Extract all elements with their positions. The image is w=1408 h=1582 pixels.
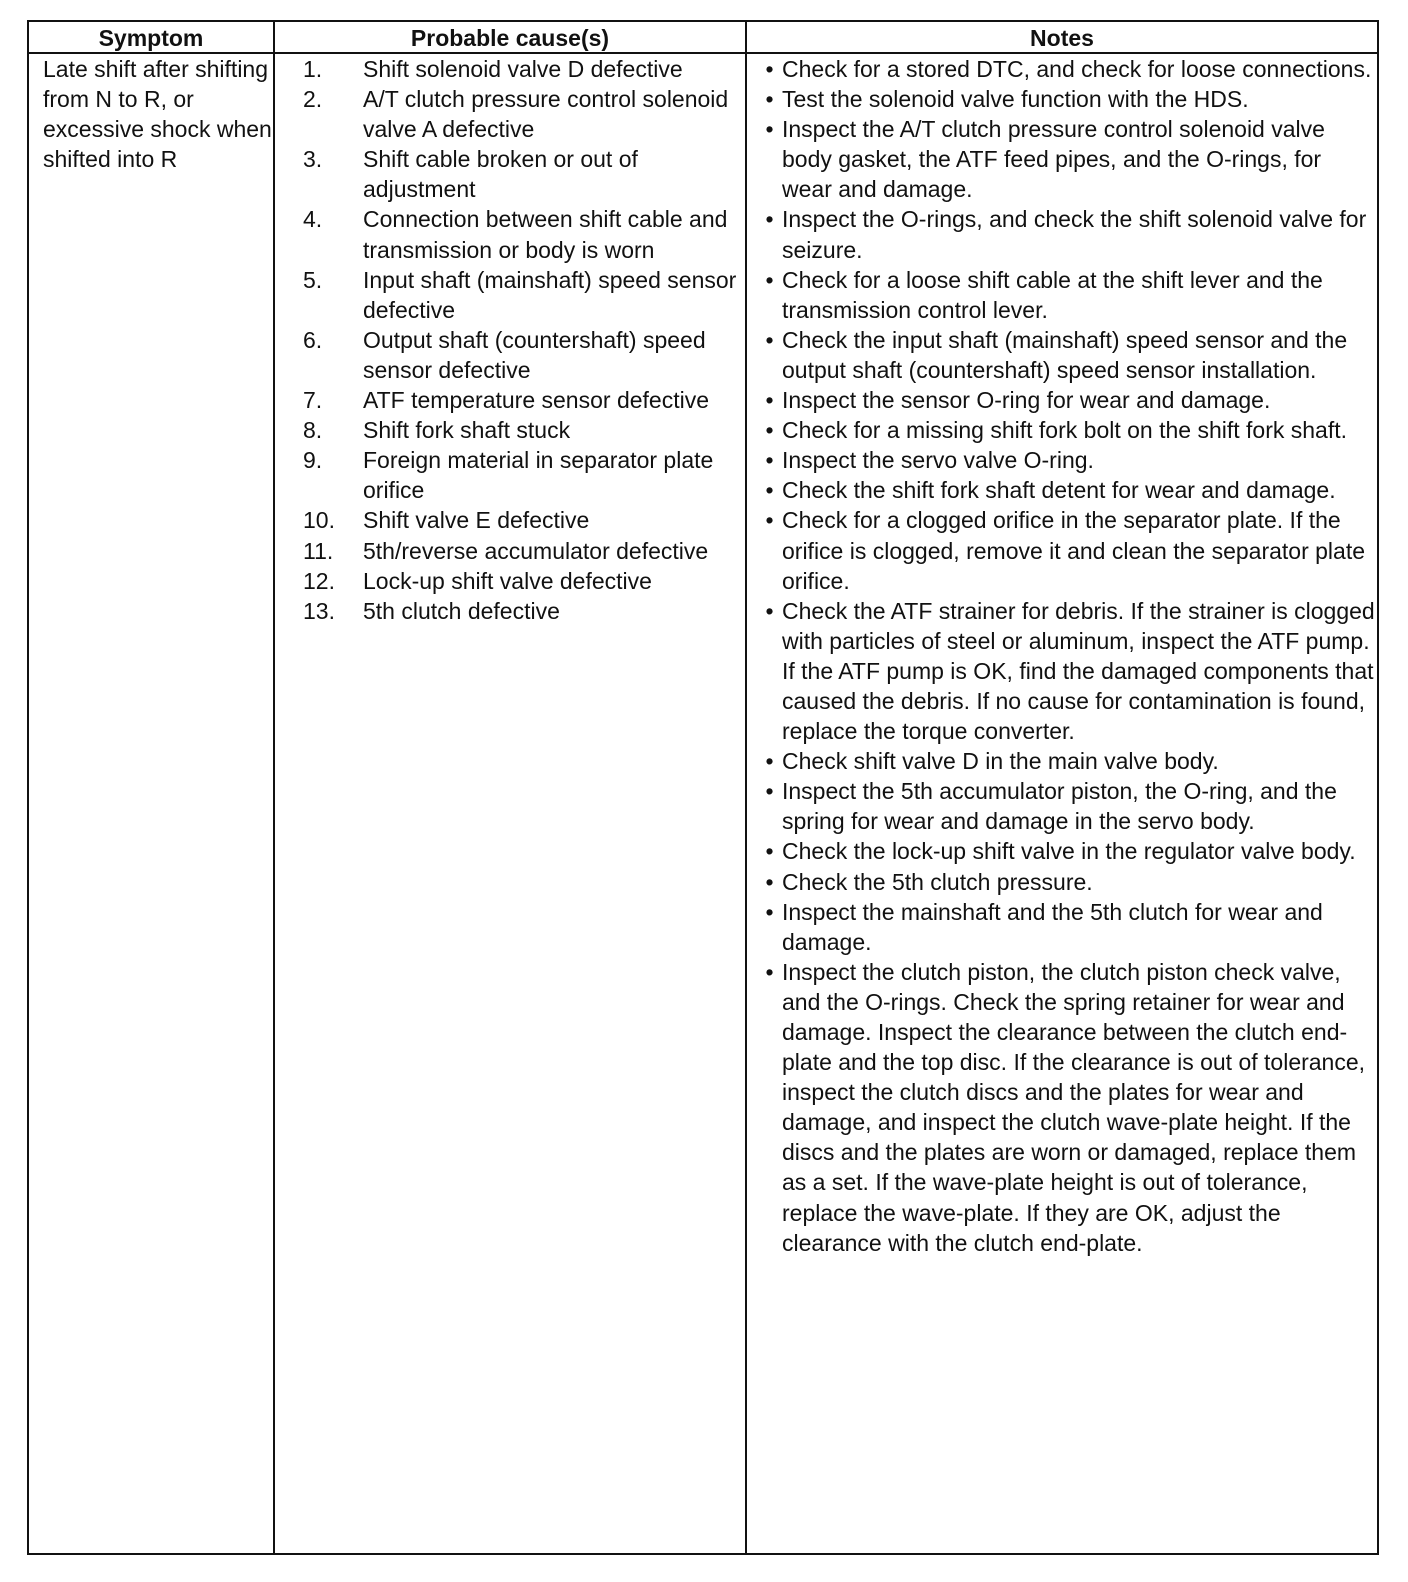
cause-text: ATF temperature sensor defective [363, 387, 709, 414]
note-item [757, 475, 1377, 505]
cause-number: 11. [303, 537, 334, 564]
cause-item [297, 566, 745, 596]
cause-text: Shift fork shaft stuck [363, 417, 571, 444]
cause-number: 7. [303, 387, 323, 414]
cause-item [297, 144, 745, 204]
cause-item [297, 204, 745, 264]
note-item [757, 836, 1377, 866]
bullet-icon: • [765, 477, 774, 504]
note-text: Check for a stored DTC, and check for loose connections. [782, 56, 1372, 82]
column-divider-2 [745, 22, 747, 1553]
bullet-icon: • [765, 417, 774, 444]
note-text: Test the solenoid valve function with the HDS. [782, 86, 1249, 113]
note-item [757, 897, 1377, 957]
note-text: Inspect the sensor O-ring for wear and damage. [782, 387, 1271, 414]
note-item [757, 325, 1377, 385]
note-text: Inspect the mainshaft and the 5th clutch for wear and damage. [782, 898, 1323, 955]
note-text: Check for a missing shift fork bolt on the shift fork shaft. [782, 417, 1348, 444]
cause-item [297, 536, 745, 566]
cause-number: 13. [303, 597, 335, 624]
cause-text: Output shaft (countershaft) speed sensor defective [363, 326, 706, 383]
cause-number: 4. [303, 206, 323, 233]
cause-text: A/T clutch pressure control solenoid valve A defective [363, 86, 729, 143]
cause-text: Connection between shift cable and transmission or body is worn [363, 206, 728, 263]
note-item [757, 204, 1377, 264]
bullet-icon: • [765, 86, 774, 113]
bullet-icon: • [765, 116, 774, 143]
bullet-icon: • [765, 326, 774, 353]
note-text: Check for a clogged orifice in the separator plate. If the orifice is clogged, remove it and clean the separator plate orifice. [782, 507, 1365, 594]
note-text: Check shift valve D in the main valve body. [782, 748, 1219, 775]
cause-item [297, 54, 745, 84]
bullet-icon: • [765, 597, 774, 624]
note-item [757, 776, 1377, 836]
cause-item [297, 265, 745, 325]
bullet-icon: • [765, 507, 774, 534]
header-symptom: Symptom [98, 25, 204, 51]
cause-text: 5th clutch defective [363, 597, 560, 624]
cause-number: 1. [303, 56, 323, 82]
note-text: Check for a loose shift cable at the shift lever and the transmission control lever. [782, 266, 1323, 323]
note-item [757, 445, 1377, 475]
bullet-icon: • [765, 266, 774, 293]
header-probable-causes: Probable cause(s) [410, 25, 610, 51]
bullet-icon: • [765, 447, 774, 474]
bullet-icon: • [765, 56, 774, 82]
cause-text: Input shaft (mainshaft) speed sensor defective [363, 266, 737, 323]
note-text: Inspect the clutch piston, the clutch piston check valve, and the O-rings. Check the spring retainer for wear and damage. Inspect the clearance between the clutch end-plate and the top disc. If the clearance is out of tolerance, inspect the clutch discs and the plates for wear and damage, and inspect the clutch wave-plate height. If the discs and the plates are worn or damaged, replace them as a set. If the wave-plate height is out of tolerance, replace the wave-plate. If they are OK, adjust the clearance with the clutch end-plate. [782, 958, 1366, 1256]
note-text: Inspect the A/T clutch pressure control solenoid valve body gasket, the ATF feed pipes, and the O-rings, for wear and damage. [782, 116, 1325, 203]
cause-text: Shift cable broken or out of adjustment [363, 146, 638, 203]
bullet-icon: • [765, 838, 774, 865]
note-item [757, 84, 1377, 114]
bullet-icon: • [765, 778, 774, 805]
note-item [757, 265, 1377, 325]
bullet-icon: • [765, 206, 774, 233]
note-item [757, 54, 1377, 84]
note-text: Inspect the 5th accumulator piston, the O-ring, and the spring for wear and damage in the servo body. [782, 778, 1337, 835]
note-item [757, 415, 1377, 445]
cause-text: Foreign material in separator plate orifice [363, 447, 714, 504]
cause-number: 6. [303, 326, 323, 353]
note-item [757, 867, 1377, 897]
note-text: Check the shift fork shaft detent for wear and damage. [782, 477, 1336, 504]
note-item [757, 114, 1377, 204]
troubleshooting-table [27, 20, 1379, 1555]
bullet-icon: • [765, 958, 774, 985]
cause-text: Shift valve E defective [363, 507, 590, 534]
cause-item [297, 415, 745, 445]
cause-item [297, 596, 745, 626]
cause-number: 3. [303, 146, 323, 173]
cause-number: 8. [303, 417, 323, 444]
note-text: Check the lock-up shift valve in the regulator valve body. [782, 838, 1356, 865]
bullet-icon: • [765, 748, 774, 775]
symptom-text: Late shift after shifting from N to R, or excessive shock when shifted into R [43, 56, 272, 173]
notes-list [757, 54, 1377, 1258]
note-item [757, 505, 1377, 595]
cause-item [297, 385, 745, 415]
cause-number: 5. [303, 266, 323, 293]
cause-number: 12. [303, 567, 335, 594]
note-text: Inspect the servo valve O-ring. [782, 447, 1094, 474]
note-text: Check the ATF strainer for debris. If the strainer is clogged with particles of steel or aluminum, inspect the ATF pump. If the ATF pump is OK, find the damaged components that caused the debris. If no cause for contamination is found, replace the torque converter. [782, 597, 1375, 745]
header-notes: Notes [1030, 25, 1094, 51]
cause-item [297, 505, 745, 535]
cause-text: 5th/reverse accumulator defective [363, 537, 709, 564]
note-text: Check the input shaft (mainshaft) speed sensor and the output shaft (countershaft) speed sensor installation. [782, 326, 1348, 383]
cause-number: 10. [303, 507, 335, 534]
cause-text: Shift solenoid valve D defective [363, 56, 683, 82]
note-item [757, 596, 1377, 746]
cause-item [297, 84, 745, 144]
cause-item [297, 445, 745, 505]
cause-number: 9. [303, 447, 323, 474]
bullet-icon: • [765, 868, 774, 895]
bullet-icon: • [765, 898, 774, 925]
note-item [757, 957, 1377, 1258]
bullet-icon: • [765, 387, 774, 414]
cause-text: Lock-up shift valve defective [363, 567, 652, 594]
cause-number: 2. [303, 86, 323, 113]
note-text: Check the 5th clutch pressure. [782, 868, 1093, 895]
column-divider-1 [273, 22, 275, 1553]
probable-causes-list [297, 54, 745, 626]
cause-item [297, 325, 745, 385]
note-item [757, 746, 1377, 776]
note-text: Inspect the O-rings, and check the shift solenoid valve for seizure. [782, 206, 1367, 263]
note-item [757, 385, 1377, 415]
